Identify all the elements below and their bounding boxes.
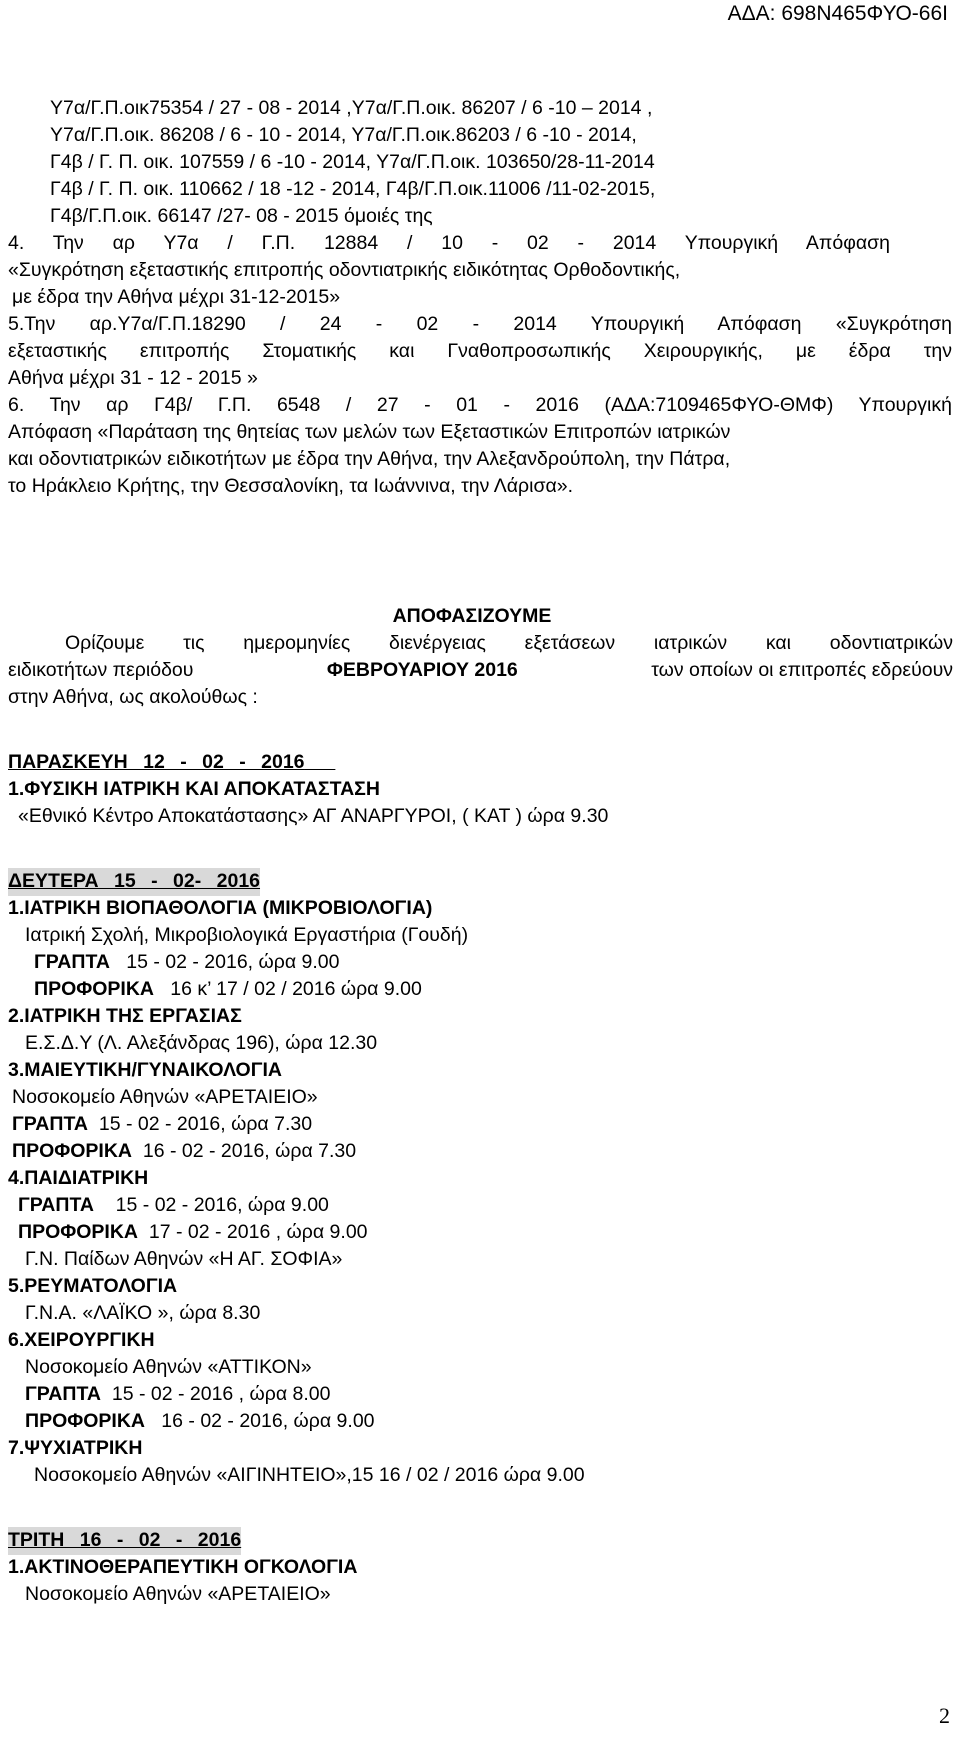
ref-line: εξεταστικής επιτροπής Στοματικής και Γναθοπροσωπικής Χειρουργικής, με έδρα την: [8, 340, 952, 362]
specialty-heading: 7.ΨΥΧΙΑΤΡΙΚΗ: [8, 1437, 143, 1459]
decision-text-line: [8, 657, 953, 685]
specialty-heading: 3.ΜΑΙΕΥΤΙΚΗ/ΓΥΝΑΙΚΟΛΟΓΙΑ: [8, 1059, 282, 1081]
ref-line: Απόφαση «Παράταση της θητείας των μελών των Εξεταστικών Επιτροπών ιατρικών: [8, 421, 731, 443]
venue-text: Νοσοκομείο Αθηνών «ΑΡΕΤΑΙΕΙΟ»: [12, 1086, 318, 1108]
venue-text: Ιατρική Σχολή, Μικροβιολογικά Εργαστήρια (Γουδή): [25, 924, 469, 946]
specialty-heading: 4.ΠΑΙΔΙΑΤΡΙΚΗ: [8, 1167, 149, 1189]
ref-line: Γ4β/Γ.Π.οικ. 66147 /27- 08 - 2015 όμοιές της: [50, 205, 433, 227]
ref-line: Αθήνα μέχρι 31 - 12 - 2015 »: [8, 367, 258, 389]
decision-text: Ορίζουμε τις ημερομηνίες διενέργειας εξετάσεων ιατρικών και οδοντιατρικών: [65, 632, 953, 654]
ref-line: και οδοντιατρικών ειδικοτήτων με έδρα την Αθήνα, την Αλεξανδρούπολη, την Πάτρα,: [8, 448, 731, 470]
ref-line: με έδρα την Αθήνα μέχρι 31-12-2015»: [12, 286, 341, 308]
ref-line: 6. Την αρ Γ4β/ Γ.Π. 6548 / 27 - 01 - 2016 (ΑΔΑ:7109465ΦΥΟ-ΘΜΦ) Υπουργική: [8, 394, 952, 416]
venue-text: Ε.Σ.Δ.Υ (Λ. Αλεξάνδρας 196), ώρα 12.30: [25, 1032, 378, 1054]
specialty-heading: 6.ΧΕΙΡΟΥΡΓΙΚΗ: [8, 1329, 155, 1351]
decision-text: στην Αθήνα, ως ακολούθως :: [8, 686, 258, 708]
decision-text: των οποίων οι επιτροπές εδρεύουν: [651, 659, 953, 681]
ref-line: Υ7α/Γ.Π.οικ. 86208 / 6 - 10 - 2014, Υ7α/Γ.Π.οικ.86203 / 6 -10 - 2014,: [50, 124, 637, 146]
specialty-heading: 1.ΙΑΤΡΙΚΗ ΒΙΟΠΑΘΟΛΟΓΙΑ (ΜΙΚΡΟΒΙΟΛΟΓΙΑ): [8, 897, 433, 919]
day-heading: ΠΑΡΑΣΚΕΥΗ 12 - 02 - 2016: [8, 751, 305, 773]
specialty-heading: 2.ΙΑΤΡΙΚΗ ΤΗΣ ΕΡΓΑΣΙΑΣ: [8, 1005, 242, 1027]
exam-line: ΓΡΑΠΤΑ 15 - 02 - 2016, ώρα 7.30: [12, 1113, 313, 1135]
exam-line: ΠΡΟΦΟΡΙΚΑ 16 - 02 - 2016, ώρα 9.00: [25, 1410, 375, 1432]
exam-line: ΠΡΟΦΟΡΙΚΑ 16 - 02 - 2016, ώρα 7.30: [12, 1140, 357, 1162]
specialty-heading: 1.ΦΥΣΙΚΗ ΙΑΤΡΙΚΗ ΚΑΙ ΑΠΟΚΑΤΑΣΤΑΣΗ: [8, 778, 380, 800]
exam-line: ΠΡΟΦΟΡΙΚΑ 17 - 02 - 2016 , ώρα 9.00: [18, 1221, 368, 1243]
decision-text: ειδικοτήτων περιόδου: [8, 659, 194, 681]
ref-line: 4. Την αρ Υ7α / Γ.Π. 12884 / 10 - 02 - 2014 Υπουργική Απόφαση: [8, 232, 890, 254]
ada-code: ΑΔΑ: 698Ν465ΦΥΟ-66Ι: [727, 2, 948, 25]
ref-line: το Ηράκλειο Κρήτης, την Θεσσαλονίκη, τα Ιωάννινα, την Λάρισα».: [8, 475, 574, 497]
ref-line: Υ7α/Γ.Π.οικ75354 / 27 - 08 - 2014 ,Υ7α/Γ.Π.οικ. 86207 / 6 -10 – 2014 ,: [50, 97, 653, 119]
venue-text: «Εθνικό Κέντρο Αποκατάστασης» ΑΓ ΑΝΑΡΓΥΡΟΙ, ( ΚΑΤ ) ώρα 9.30: [18, 805, 609, 827]
venue-text: Νοσοκομείο Αθηνών «ΑΤΤΙΚΟΝ»: [25, 1356, 312, 1378]
specialty-heading: 5.ΡΕΥΜΑΤΟΛΟΓΙΑ: [8, 1275, 178, 1297]
venue-text: Γ.Ν. Παίδων Αθηνών «Η ΑΓ. ΣΟΦΙΑ»: [25, 1248, 343, 1270]
page-number: 2: [939, 1703, 950, 1728]
exam-line: ΓΡΑΠΤΑ 15 - 02 - 2016, ώρα 9.00: [18, 1194, 329, 1216]
day-heading: ΔΕΥΤΕΡΑ 15 - 02- 2016: [8, 868, 260, 896]
venue-text: Γ.Ν.Α. «ΛΑΪΚΟ », ώρα 8.30: [25, 1302, 261, 1324]
ref-line: 5.Την αρ.Υ7α/Γ.Π.18290 / 24 - 02 - 2014 Υπουργική Απόφαση «Συγκρότηση: [8, 313, 952, 335]
venue-text: Νοσοκομείο Αθηνών «ΑΡΕΤΑΙΕΙΟ»: [25, 1583, 331, 1605]
ref-line: Γ4β / Γ. Π. οικ. 107559 / 6 -10 - 2014, Υ7α/Γ.Π.οικ. 103650/28-11-2014: [50, 151, 655, 173]
exam-line: ΠΡΟΦΟΡΙΚΑ 16 κ’ 17 / 02 / 2016 ώρα 9.00: [34, 978, 422, 1000]
venue-text: Νοσοκομείο Αθηνών «ΑΙΓΙΝΗΤΕΙΟ»,15 16 / 02 / 2016 ώρα 9.00: [34, 1464, 585, 1486]
ref-line: «Συγκρότηση εξεταστικής επιτροπής οδοντιατρικής ειδικότητας Ορθοδοντικής,: [8, 259, 681, 281]
day-heading: ΤΡΙΤΗ 16 - 02 - 2016: [8, 1527, 241, 1555]
specialty-heading: 1.ΑΚΤΙΝΟΘΕΡΑΠΕΥΤΙΚΗ ΟΓΚΟΛΟΓΙΑ: [8, 1556, 358, 1578]
decision-heading: ΑΠΟΦΑΣΙΖΟΥΜΕ: [392, 605, 552, 627]
exam-line: ΓΡΑΠΤΑ 15 - 02 - 2016 , ώρα 8.00: [25, 1383, 331, 1405]
exam-line: ΓΡΑΠΤΑ 15 - 02 - 2016, ώρα 9.00: [34, 951, 340, 973]
ref-line: Γ4β / Γ. Π. οικ. 110662 / 18 -12 - 2014, Γ4β/Γ.Π.οικ.11006 /11-02-2015,: [50, 178, 656, 200]
decision-month: ΦΕΒΡΟΥΑΡΙΟΥ 2016: [326, 659, 518, 681]
